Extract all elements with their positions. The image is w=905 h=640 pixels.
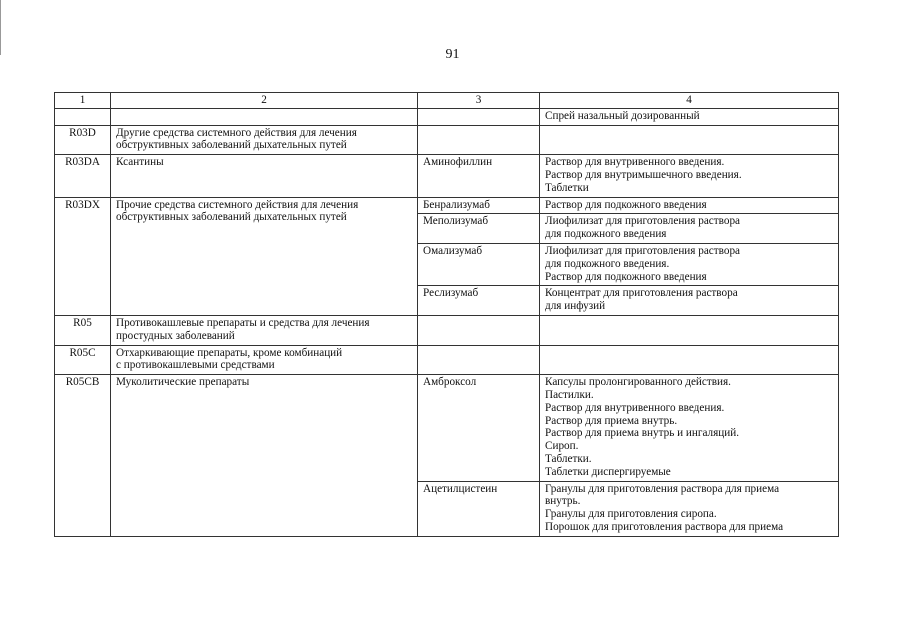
column-header-2: 2 bbox=[111, 93, 418, 109]
group-name-line: Прочие средства системного действия для лечения bbox=[116, 198, 359, 211]
dosage-form: Раствор для подкожного введения bbox=[545, 270, 707, 283]
group-name-line: Муколитические препараты bbox=[116, 376, 250, 389]
group-name-cell bbox=[111, 375, 418, 537]
dosage-form: Капсулы пролонгированного действия. bbox=[545, 376, 731, 389]
atc-code-cell: R03D bbox=[55, 125, 111, 155]
table-row bbox=[55, 155, 839, 197]
dosage-form: Порошок для приготовления раствора для приема bbox=[545, 520, 784, 533]
dosage-form: Раствор для приема внутрь и ингаляций. bbox=[545, 427, 740, 440]
dosage-form: Таблетки bbox=[545, 181, 589, 194]
dosage-forms-cell bbox=[540, 108, 839, 125]
dosage-form: Раствор для подкожного введения bbox=[545, 198, 707, 211]
atc-code-cell: R05C bbox=[55, 345, 111, 375]
atc-code-cell: R03DX bbox=[55, 197, 111, 315]
dosage-form: Раствор для внутривенного введения. bbox=[545, 156, 725, 169]
dosage-form: для подкожного введения. bbox=[545, 257, 670, 270]
dosage-forms-cell bbox=[540, 197, 839, 214]
dosage-form: Лиофилизат для приготовления раствора bbox=[545, 215, 741, 228]
dosage-form: Таблетки диспергируемые bbox=[545, 465, 671, 478]
group-name-cell bbox=[111, 155, 418, 197]
group-name-cell bbox=[111, 315, 418, 345]
dosage-forms-cell bbox=[540, 155, 839, 197]
drug-name-cell bbox=[418, 125, 540, 155]
drug-name-cell: Реслизумаб bbox=[418, 286, 540, 316]
dosage-form: для инфузий bbox=[545, 300, 606, 313]
table-row bbox=[55, 375, 839, 481]
group-name-cell bbox=[111, 125, 418, 155]
dosage-forms-cell bbox=[540, 315, 839, 345]
atc-code-cell: R03DA bbox=[55, 155, 111, 197]
dosage-form: Гранулы для приготовления сиропа. bbox=[545, 508, 717, 521]
group-name-line: Противокашлевые препараты и средства для лечения bbox=[116, 316, 370, 329]
table-row bbox=[55, 345, 839, 375]
group-name-cell bbox=[111, 197, 418, 315]
drug-name-cell: Аминофиллин bbox=[418, 155, 540, 197]
dosage-form: Раствор для приема внутрь. bbox=[545, 414, 678, 427]
drug-name-cell: Бенрализумаб bbox=[418, 197, 540, 214]
drug-name-cell: Омализумаб bbox=[418, 243, 540, 285]
dosage-form: Раствор для внутривенного введения. bbox=[545, 401, 725, 414]
dosage-forms-cell bbox=[540, 214, 839, 244]
group-name-line: простудных заболеваний bbox=[116, 329, 235, 342]
group-name-cell bbox=[111, 108, 418, 125]
dosage-form: Таблетки. bbox=[545, 452, 592, 465]
table-row bbox=[55, 315, 839, 345]
table-row bbox=[55, 125, 839, 155]
atc-code-cell: R05 bbox=[55, 315, 111, 345]
dosage-form: Спрей назальный дозированный bbox=[545, 109, 700, 122]
dosage-forms-cell bbox=[540, 243, 839, 285]
atc-code-cell: R05CB bbox=[55, 375, 111, 537]
dosage-form: внутрь. bbox=[545, 495, 581, 508]
dosage-form: Раствор для внутримышечного введения. bbox=[545, 168, 742, 181]
group-name-line: обструктивных заболеваний дыхательных путей bbox=[116, 211, 347, 224]
atc-code-cell bbox=[55, 108, 111, 125]
column-header-1: 1 bbox=[55, 93, 111, 109]
dosage-forms-cell bbox=[540, 375, 839, 481]
dosage-form: Гранулы для приготовления раствора для приема bbox=[545, 482, 780, 495]
dosage-forms-cell bbox=[540, 481, 839, 536]
dosage-form: для подкожного введения bbox=[545, 228, 667, 241]
group-name-line: с противокашлевыми средствами bbox=[116, 359, 275, 372]
drug-name-cell bbox=[418, 315, 540, 345]
group-name-line: Другие средства системного действия для лечения bbox=[116, 126, 357, 139]
dosage-form: Концентрат для приготовления раствора bbox=[545, 287, 738, 300]
drug-name-cell bbox=[418, 345, 540, 375]
drug-classification-table bbox=[54, 92, 839, 537]
drug-name-cell: Ацетилцистеин bbox=[418, 481, 540, 536]
dosage-form: Сироп. bbox=[545, 440, 579, 453]
group-name-line: обструктивных заболеваний дыхательных путей bbox=[116, 139, 347, 152]
table-header-row bbox=[55, 93, 839, 109]
group-name-line: Ксантины bbox=[116, 156, 164, 169]
group-name-line: Отхаркивающие препараты, кроме комбинаций bbox=[116, 346, 343, 359]
drug-name-cell bbox=[418, 108, 540, 125]
table-row bbox=[55, 108, 839, 125]
table-row bbox=[55, 197, 839, 214]
drug-name-cell: Амброксол bbox=[418, 375, 540, 481]
dosage-form: Лиофилизат для приготовления раствора bbox=[545, 244, 741, 257]
dosage-forms-cell bbox=[540, 345, 839, 375]
column-header-3: 3 bbox=[418, 93, 540, 109]
group-name-cell bbox=[111, 345, 418, 375]
page-number: 91 bbox=[445, 47, 460, 62]
dosage-forms-cell bbox=[540, 125, 839, 155]
dosage-form: Пастилки. bbox=[545, 388, 594, 401]
drug-name-cell: Меполизумаб bbox=[418, 214, 540, 244]
column-header-4: 4 bbox=[540, 93, 839, 109]
dosage-forms-cell bbox=[540, 286, 839, 316]
